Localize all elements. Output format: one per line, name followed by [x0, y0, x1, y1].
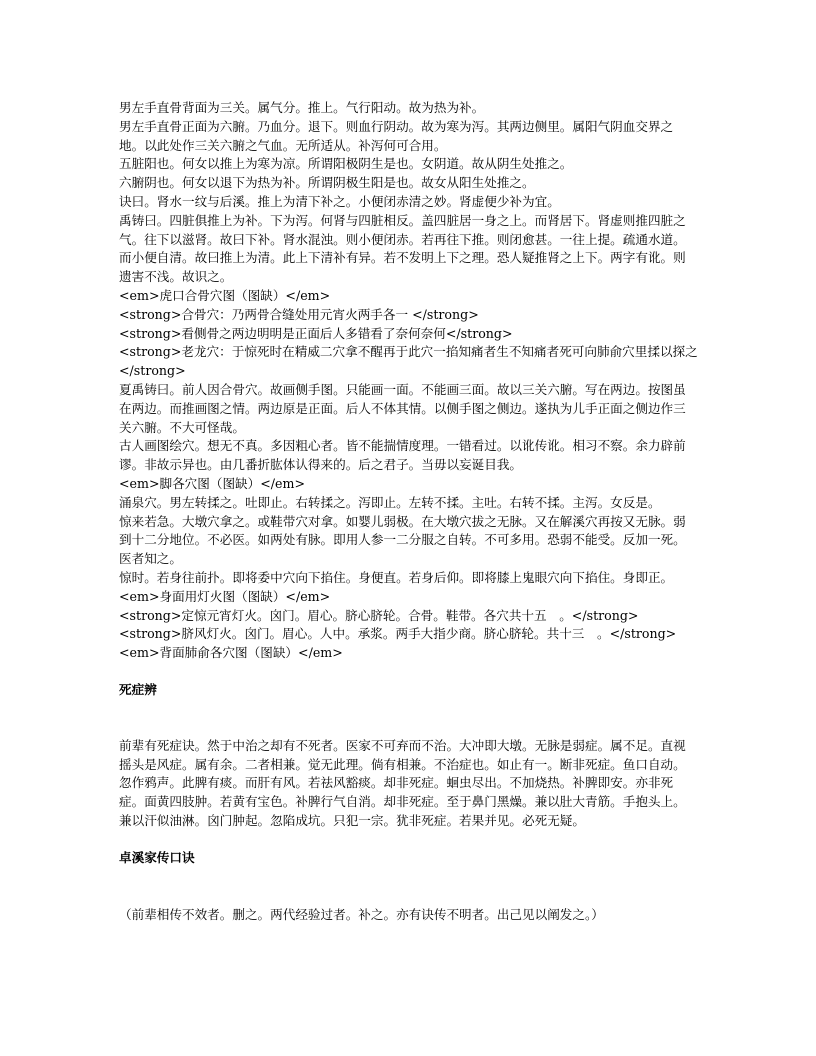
paragraph: <strong>看侧骨之两边明明是正面后人多错看了奈何奈何</strong> — [119, 325, 513, 341]
paragraph: 涌泉穴。男左转揉之。吐即止。右转揉之。泻即止。左转不揉。主吐。右转不揉。主泻。女反是。 — [119, 494, 661, 510]
document-page — [119, 99, 698, 925]
paragraph: <strong>脐风灯火。囟门。眉心。人中。承浆。两手大指少商。脐心脐轮。共十三 。</strong> — [119, 626, 677, 642]
figure-missing-note: <em>虎口合骨穴图（图缺）</em> — [119, 287, 331, 303]
paragraph: 夏禹铸曰。前人因合骨穴。故画侧手图。只能画一面。不能画三面。故以三关六腑。写在两边。按图虽在两边。而推画图之情。两边原是正面。后人不体其情。以侧手图之侧边。遂执为儿手正面之侧边作三关六腑。不大可怪哉。 — [119, 381, 686, 435]
paragraph: 惊来若急。大墩穴拿之。或鞋带穴对拿。如婴儿弱极。在大墩穴拔之无脉。又在解溪穴再按又无脉。弱到十二分地位。不必医。如两处有脉。即用人参一二分服之自转。不可多用。恐弱不能受。反加一死。医者知之。 — [119, 513, 686, 567]
paragraph: 古人画图绘穴。想无不真。多因粗心者。皆不能揣情度理。一错看过。以讹传讹。相习不察。余力辟前谬。非故示异也。由几番折肱体认得来的。后之君子。当毋以妄诞目我。 — [119, 438, 686, 473]
paragraph: 禹铸曰。四脏俱推上为补。下为泻。何肾与四脏相反。盖四脏居一身之上。而肾居下。肾虚则推四脏之气。往下以滋肾。故曰下补。肾水混浊。则小便闭赤。若再往下推。则闭愈甚。一往上提。疏通水道。而小便自清。故曰推上为清。此上下清补有异。若不发明上下之理。恐人疑推肾之上下。两字有讹。则遗害不浅。故识之。 — [119, 212, 686, 285]
figure-missing-note: <em>身面用灯火图（图缺）</em> — [119, 588, 331, 604]
paragraph: 诀曰。肾水一纹与后溪。推上为清下补之。小便闭赤清之妙。肾虚便少补为宜。 — [119, 193, 560, 209]
paragraph: 男左手直骨背面为三关。属气分。推上。气行阳动。故为热为补。 — [119, 100, 485, 115]
section-heading-family-formula: 卓溪家传口诀 — [119, 849, 195, 865]
paragraph: 男左手直骨正面为六腑。乃血分。退下。则血行阴动。故为寒为泻。其两边侧里。属阳气阴血交界之地。以此处作三关六腑之气血。无所适从。补泻何可合用。 — [119, 118, 674, 153]
figure-missing-note: <em>背面肺俞各穴图（图缺）</em> — [119, 645, 343, 661]
paragraph-family-formula-note: （前辈相传不效者。删之。两代经验过者。补之。亦有诀传不明者。出己见以阐发之。） — [119, 907, 604, 923]
paragraph-death-symptoms: 前辈有死症诀。然于中治之却有不死者。医家不可弃而不治。大冲即大墩。无脉是弱症。属不足。直视摇头是风症。属有余。二者相兼。觉无此理。倘有相兼。不治症也。如止有一。断非死症。鱼口自动。忽作鸦声。此脾有痰。而肝有风。若祛风豁痰。却非死症。蛔虫尽出。不加烧热。补脾即安。亦非死症。面黄四肢肿。若黄有宝色。补脾行气自消。却非死症。至于鼻门黑燥。兼以肚大青筋。手抱头上。兼以汗似油淋。囟门肿起。忽陷成坑。只犯一宗。犹非死症。若果并见。必死无疑。 — [119, 737, 686, 828]
paragraph: 五脏阳也。何女以推上为寒为凉。所谓阳极阴生是也。女阴道。故从阴生处推之。 — [119, 156, 573, 172]
paragraph: <strong>定惊元宵灯火。囟门。眉心。脐心脐轮。合骨。鞋带。各穴共十五 。</strong> — [119, 607, 639, 623]
figure-missing-note: <em>脚各穴图（图缺）</em> — [119, 475, 305, 491]
paragraph: <strong>老龙穴：于惊死时在精威二穴拿不醒再于此穴一掐知痛者生不知痛者死可向肺俞穴里揉以探之</strong> — [119, 344, 698, 379]
section-heading-death-symptoms: 死症辨 — [119, 681, 157, 697]
paragraph: 惊时。若身往前扑。即将委中穴向下掐住。身便直。若身后仰。即将膝上鬼眼穴向下掐住。身即正。 — [119, 569, 674, 585]
paragraph: 六腑阴也。何女以退下为热为补。所谓阴极生阳是也。故女从阳生处推之。 — [119, 175, 535, 191]
paragraph: <strong>合骨穴：乃两骨合缝处用元宵火两手各一 </strong> — [119, 306, 479, 322]
